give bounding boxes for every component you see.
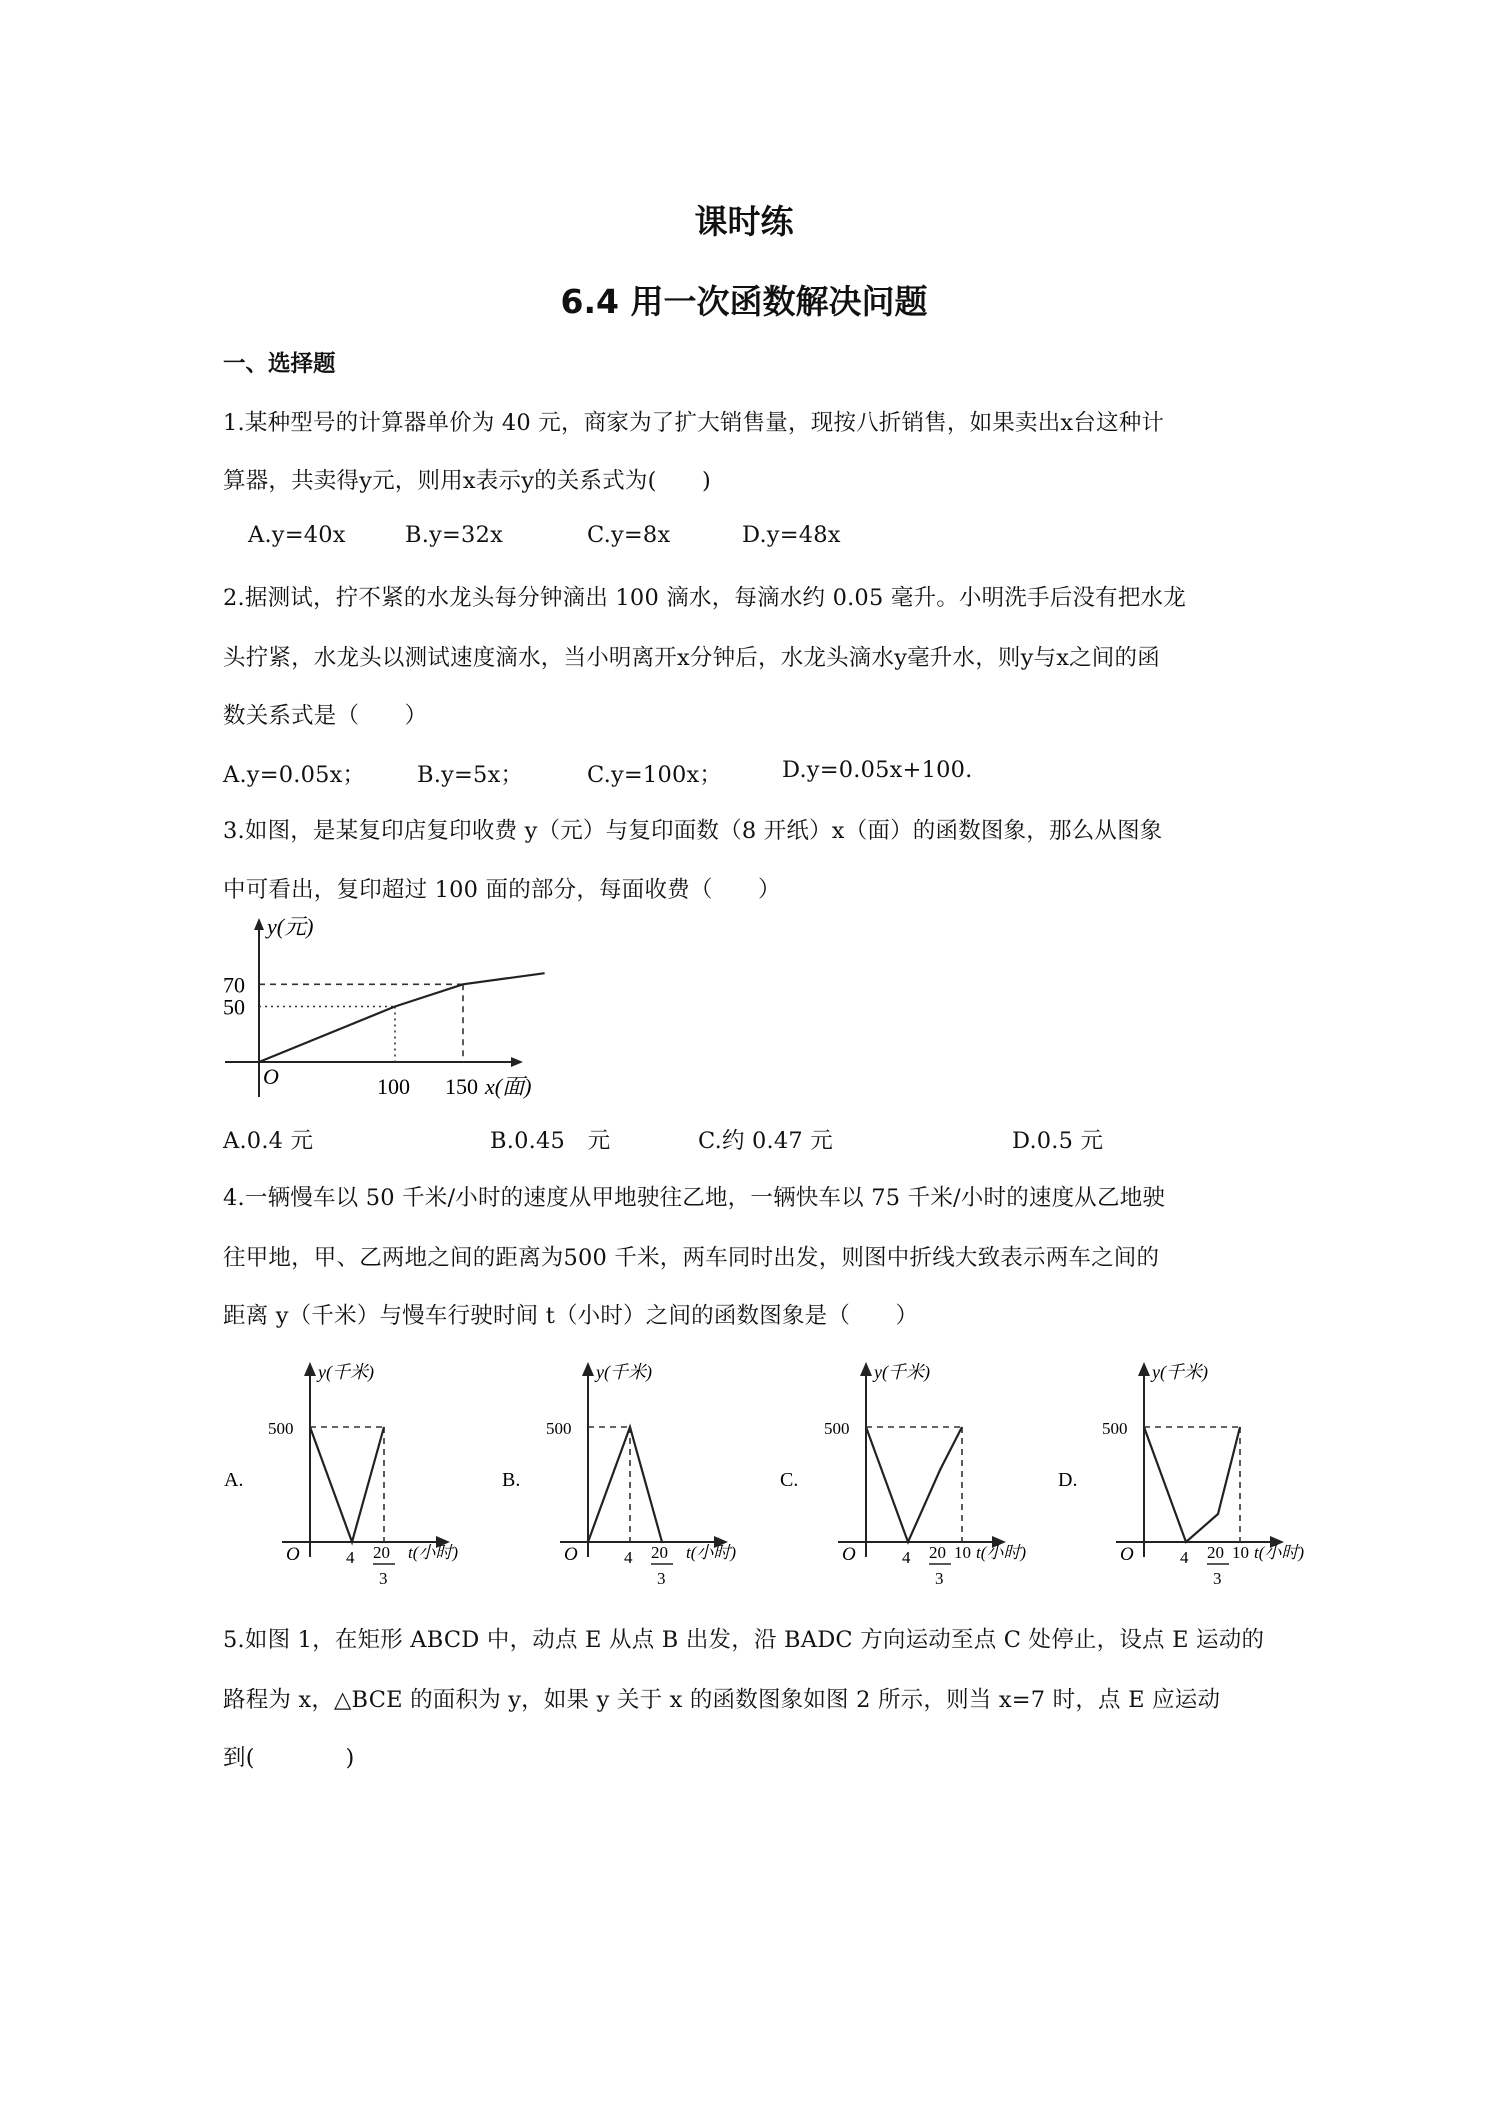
q4-b-option-label: B. [502, 1469, 521, 1491]
q3-tick-50: 50 [223, 994, 245, 1020]
q3-x-label: x(面) [485, 1074, 532, 1099]
q4-c-x-label: t(小时) [976, 1543, 1027, 1562]
q4-d-y-label: y(千米) [1152, 1362, 1208, 1382]
q4-c-tick-4: 4 [902, 1548, 911, 1567]
q4-a-series-line [310, 1427, 384, 1542]
q4-b-tick-20: 20 [651, 1543, 668, 1562]
q4-c-tick-3: 3 [935, 1569, 944, 1588]
q4-c-tick-10: 10 [954, 1543, 971, 1562]
q4-graph-b [500, 1352, 760, 1592]
q4-d-tick-4: 4 [1180, 1548, 1189, 1567]
q4-stem-line3: 距离 y（千米）与慢车行驶时间 t（小时）之间的函数图象是（ ） [223, 1303, 919, 1329]
lesson-subtitle: 6.4 用一次函数解决问题 [560, 282, 928, 321]
q2-option-c: C.y=100x； [587, 762, 723, 788]
q4-b-tick-500: 500 [546, 1419, 572, 1438]
q4-a-option-label: A. [224, 1469, 244, 1491]
q4-c-tick-500: 500 [824, 1419, 850, 1438]
q2-option-a: A.y=0.05x； [223, 762, 366, 788]
q4-a-tick-500: 500 [268, 1419, 294, 1438]
q3-option-c: C.约 0.47 元 [698, 1128, 833, 1154]
q4-b-y-label: y(千米) [596, 1362, 652, 1382]
page-title: 课时练 [694, 202, 794, 241]
q4-d-tick-20: 20 [1207, 1543, 1224, 1562]
q4-b-tick-3: 3 [657, 1569, 666, 1588]
q4-d-tick-3: 3 [1213, 1569, 1222, 1588]
q5-stem-line1: 5.如图 1，在矩形 ABCD 中，动点 E 从点 B 出发，沿 BADC 方向运动至点 C 处停止，设点 E 运动的 [223, 1627, 1265, 1653]
q4-graph-d [1056, 1352, 1326, 1592]
q4-b-series-line [588, 1427, 662, 1542]
q4-a-y-arrow [304, 1362, 316, 1376]
q4-d-tick-500: 500 [1102, 1419, 1128, 1438]
q4-d-origin: O [1120, 1544, 1134, 1565]
q2-stem-line3: 数关系式是（ ） [223, 703, 428, 729]
q3-tick-150: 150 [445, 1074, 478, 1099]
q4-a-tick-4: 4 [346, 1548, 355, 1567]
q4-a-y-label: y(千米) [318, 1362, 374, 1382]
q1-stem-line1: 1.某种型号的计算器单价为 40 元，商家为了扩大销售量，现按八折销售，如果卖出x台这种计 [223, 410, 1165, 436]
q4-a-x-label: t(小时) [408, 1543, 459, 1562]
q4-c-origin: O [842, 1544, 856, 1565]
q4-d-tick-10: 10 [1232, 1543, 1249, 1562]
q4-b-tick-4: 4 [624, 1548, 633, 1567]
section-heading: 一、选择题 [223, 351, 336, 377]
q3-origin: O [263, 1064, 279, 1089]
q4-c-option-label: C. [780, 1469, 799, 1491]
q1-option-b: B.y=32x [405, 522, 503, 548]
q2-option-b: B.y=5x； [417, 762, 524, 788]
q4-b-y-arrow [582, 1362, 594, 1376]
q4-d-option-label: D. [1058, 1469, 1078, 1491]
q2-stem-line1: 2.据测试，拧不紧的水龙头每分钟滴出 100 滴水，每滴水约 0.05 毫升。小明洗手后没有把水龙 [223, 585, 1186, 611]
q4-a-origin: O [286, 1544, 300, 1565]
q3-tick-100: 100 [377, 1074, 410, 1099]
q4-c-y-label: y(千米) [874, 1362, 930, 1382]
q3-series-line [259, 973, 545, 1062]
q4-b-origin: O [564, 1544, 578, 1565]
q4-d-y-arrow [1138, 1362, 1150, 1376]
q4-a-tick-3: 3 [379, 1569, 388, 1588]
q4-graph-c [778, 1352, 1038, 1592]
q3-graph [215, 912, 555, 1102]
q3-x-arrow [511, 1057, 523, 1067]
q4-b-x-label: t(小时) [686, 1543, 737, 1562]
q3-option-d: D.0.5 元 [1012, 1128, 1104, 1154]
q4-c-tick-20: 20 [929, 1543, 946, 1562]
q4-graph-a [222, 1352, 482, 1592]
q3-y-arrow [254, 918, 264, 930]
q1-option-c: C.y=8x [587, 522, 671, 548]
q4-d-series-line [1144, 1427, 1240, 1542]
q5-stem-line2: 路程为 x，△BCE 的面积为 y，如果 y 关于 x 的函数图象如图 2 所示，则当 x=7 时，点 E 应运动 [223, 1687, 1221, 1713]
q1-option-a: A.y=40x [248, 522, 346, 548]
q4-d-x-label: t(小时) [1254, 1543, 1305, 1562]
q4-a-tick-20: 20 [373, 1543, 390, 1562]
q3-option-a: A.0.4 元 [223, 1128, 314, 1154]
q1-stem-line2: 算器，共卖得y元，则用x表示y的关系式为( ) [223, 468, 711, 494]
q4-c-y-arrow [860, 1362, 872, 1376]
q3-y-label: y(元) [267, 914, 314, 939]
q3-option-b: B.0.45 元 [490, 1128, 611, 1154]
q1-option-d: D.y=48x [742, 522, 841, 548]
q3-stem-line2: 中可看出，复印超过 100 面的部分，每面收费（ ） [223, 877, 781, 903]
q4-stem-line2: 往甲地，甲、乙两地之间的距离为500 千米，两车同时出发，则图中折线大致表示两车之间的 [223, 1245, 1160, 1271]
q4-c-series-line [866, 1427, 962, 1542]
q5-stem-line3: 到( ) [223, 1745, 355, 1771]
q4-stem-line1: 4.一辆慢车以 50 千米/小时的速度从甲地驶往乙地，一辆快车以 75 千米/小时的速度从乙地驶 [223, 1185, 1166, 1211]
q2-stem-line2: 头拧紧，水龙头以测试速度滴水，当小明离开x分钟后，水龙头滴水y毫升水，则y与x之间的函 [223, 645, 1160, 671]
q2-option-d: D.y=0.05x+100. [782, 757, 973, 783]
q3-tick-70: 70 [223, 972, 245, 998]
q3-stem-line1: 3.如图，是某复印店复印收费 y（元）与复印面数（8 开纸）x（面）的函数图象，那么从图象 [223, 818, 1163, 844]
